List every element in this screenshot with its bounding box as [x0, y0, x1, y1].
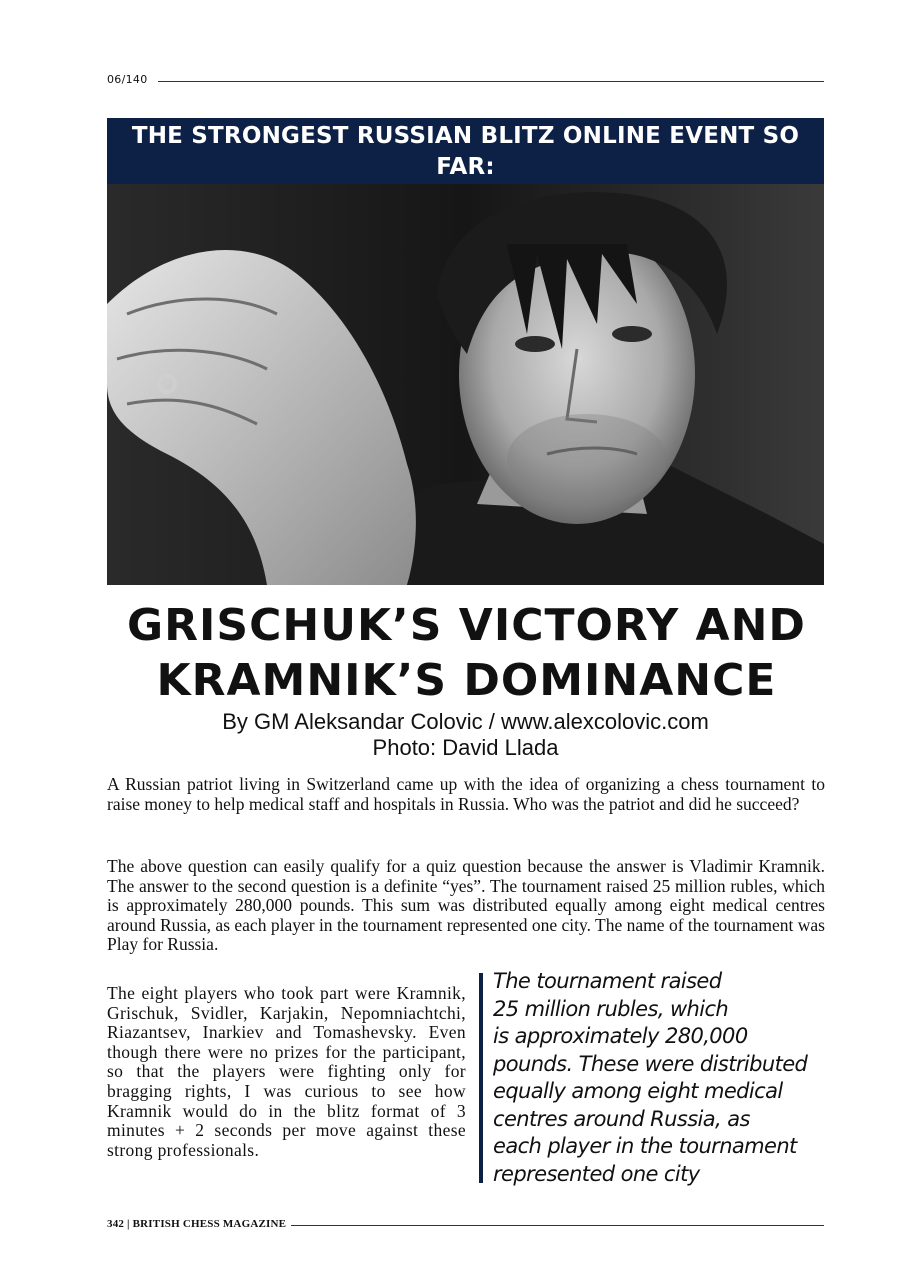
photo-credit: Photo: David Llada — [372, 735, 559, 760]
pull-quote-line: each player in the tournament — [493, 1134, 797, 1158]
page-counter: 06/140 — [107, 73, 148, 86]
photo-illustration — [107, 184, 824, 585]
body-paragraph-2: The above question can easily qualify for a quiz question because the answer is Vladimir Kramnik. The answer to the second question is a definite “yes”. The tournament raised 25 million rubles, which is approximately 280,000 pounds. This sum was distributed equally among eight medical centres around Russia, as each player in the tournament represented one city. The name of the tournament was Play for Russia. — [107, 856, 825, 955]
headline-line-2: KRAMNIK’S DOMINANCE — [156, 655, 777, 706]
player-photo — [107, 184, 824, 585]
footer-rule — [291, 1225, 824, 1226]
pull-quote-line: represented one city — [493, 1161, 700, 1186]
pull-quote-line: The tournament raised — [493, 969, 722, 993]
footer-page-label: 342 | BRITISH CHESS MAGAZINE — [107, 1218, 287, 1230]
body-paragraph-1: A Russian patriot living in Switzerland came up with the idea of organizing a chess tournament to raise money to help medical staff and hospitals in Russia. Who was the patriot and did he succeed? — [107, 774, 825, 814]
author-credit: By GM Aleksandar Colovic / www.alexcolovic.com — [222, 709, 709, 734]
byline — [107, 709, 824, 761]
pull-quote-line: centres around Russia, as — [493, 1106, 750, 1131]
banner-line-1: THE STRONGEST RUSSIAN BLITZ ONLINE EVENT SO FAR: — [131, 123, 800, 180]
pull-quote-line: 25 million rubles, which — [493, 996, 729, 1021]
body-paragraph-3: The eight players who took part were Kramnik, Grischuk, Svidler, Karjakin, Nepomniachtchi, Riazantsev, Inarkiev and Tomashevsky. Even though there were no prizes for the participant, so that the players were fighting only for bragging rights, I was curious to see how Kramnik would do in the blitz format of 3 minutes + 2 seconds per move against these strong professionals. — [107, 983, 466, 1160]
pull-quote-line: is approximately 280,000 — [493, 1024, 748, 1048]
pull-quote-line: equally among eight medical — [493, 1079, 783, 1103]
pull-quote-bar — [479, 973, 483, 1183]
pull-quote-line: pounds. These were distributed — [493, 1051, 808, 1076]
headline-line-1: GRISCHUK’S VICTORY AND — [127, 600, 806, 651]
header-rule — [158, 81, 824, 82]
section-banner — [107, 118, 824, 184]
article-headline — [60, 598, 873, 708]
pull-quote — [493, 968, 833, 1188]
